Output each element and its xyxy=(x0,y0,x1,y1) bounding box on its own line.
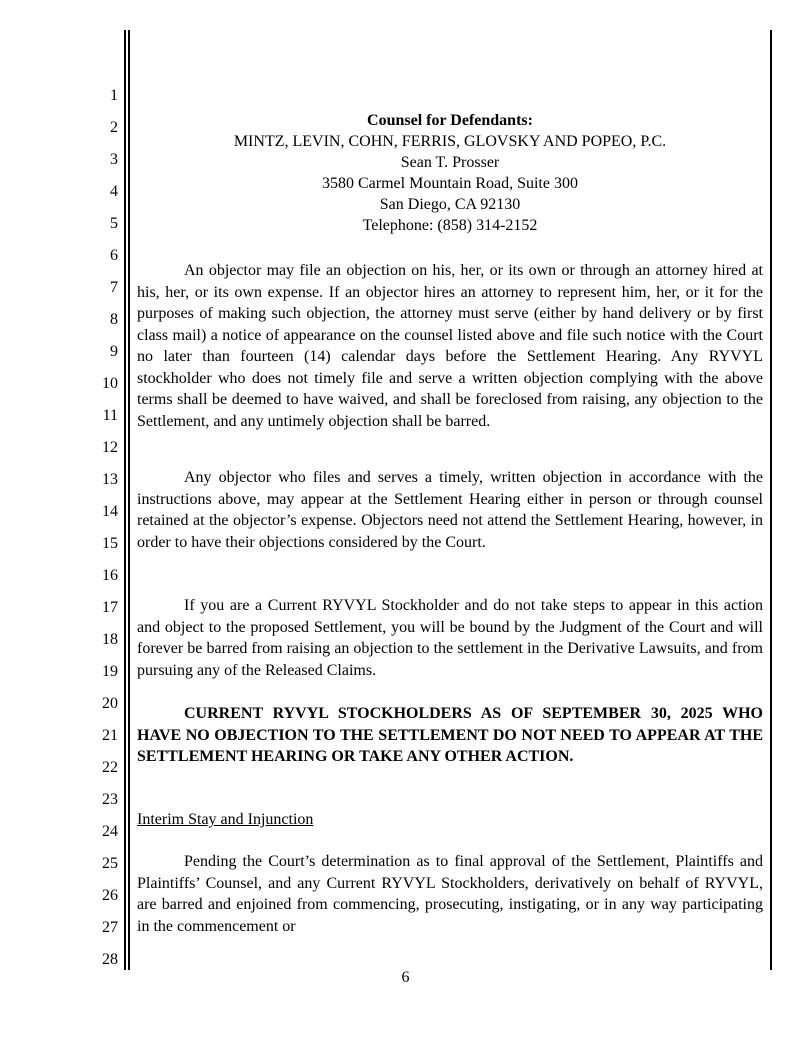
paragraph-objector-filing: An objector may file an objection on his, her, or its own or through an attorney hired at his, her, or its own expense. If an objector hires an attorney to represent him, her, or it for the purposes of making such objection, the attorney must serve (either by hand delivery or by first class mail) a notice of appearance on the counsel listed above and file such notice with the Court no later than fourteen (14) calendar days before the Settlement Hearing. Any RYVYL stockholder who does not timely file and serve a written objection complying with the above terms shall be deemed to have waived, and shall be foreclosed from raising, any objection to the Settlement, and any untimely objection shall be barred. xyxy=(137,262,763,430)
paragraph-bound-by-judgment: If you are a Current RYVYL Stockholder and do not take steps to appear in this action and object to the proposed Settlement, you will be bound by the Judgment of the Court and will forever be barred from raising an objection to the settlement in the Derivative Lawsuits, and from pursuing any of the Released Claims. xyxy=(137,597,763,679)
line-number: 8 xyxy=(110,311,118,328)
line-number: 16 xyxy=(102,567,118,584)
line-number: 27 xyxy=(102,919,118,936)
right-margin-rule xyxy=(770,30,772,970)
line-number: 22 xyxy=(102,759,118,776)
line-number: 7 xyxy=(110,279,118,296)
line-number: 21 xyxy=(102,727,118,744)
line-number: 20 xyxy=(102,695,118,712)
counsel-address-line1: 3580 Carmel Mountain Road, Suite 300 xyxy=(322,175,578,192)
line-number: 1 xyxy=(110,87,118,104)
line-number: 10 xyxy=(102,375,118,392)
line-number: 2 xyxy=(110,119,118,136)
paragraph-objector-appearance: Any objector who files and serves a timely, written objection in accordance with the instructions above, may appear at the Settlement Hearing either in person or through counsel retained at the objector’s expense. Objectors need not attend the Settlement Hearing, however, in order to have their objections considered by the Court. xyxy=(137,469,763,551)
line-number: 25 xyxy=(102,855,118,872)
line-number: 19 xyxy=(102,663,118,680)
line-number: 13 xyxy=(102,471,118,488)
page-number: 6 xyxy=(401,969,410,986)
section-heading-interim-stay: Interim Stay and Injunction xyxy=(137,811,314,828)
counsel-telephone: Telephone: (858) 314-2152 xyxy=(362,217,538,234)
line-number: 18 xyxy=(102,631,118,648)
line-number: 14 xyxy=(102,503,118,520)
paragraph-interim-stay: Pending the Court’s determination as to final approval of the Settlement, Plaintiffs and Plaintiffs’ Counsel, and any Current RYVYL Stockholders, derivatively on behalf of RYVYL, are barred and enjoined from commencing, prosecuting, instigating, or in any way participating in the commencement or xyxy=(137,853,763,935)
line-number: 5 xyxy=(110,215,118,232)
line-number: 24 xyxy=(102,823,118,840)
left-margin-rule-inner xyxy=(128,30,130,970)
counsel-address-line2: San Diego, CA 92130 xyxy=(379,196,521,213)
line-number: 4 xyxy=(110,183,118,200)
line-number: 6 xyxy=(110,247,118,264)
line-number: 17 xyxy=(102,599,118,616)
counsel-firm: MINTZ, LEVIN, COHN, FERRIS, GLOVSKY AND POPEO, P.C. xyxy=(233,133,667,150)
line-number: 26 xyxy=(102,887,118,904)
line-number: 28 xyxy=(102,951,118,968)
paragraph-no-objection-notice: CURRENT RYVYL STOCKHOLDERS AS OF SEPTEMBER 30, 2025 WHO HAVE NO OBJECTION TO THE SETTLEMENT DO NOT NEED TO APPEAR AT THE SETTLEMENT HEARING OR TAKE ANY OTHER ACTION. xyxy=(137,705,763,765)
line-number: 9 xyxy=(110,343,118,360)
line-number: 11 xyxy=(102,407,118,424)
counsel-block xyxy=(137,110,763,236)
line-number: 12 xyxy=(102,439,118,456)
line-number: 15 xyxy=(102,535,118,552)
counsel-heading: Counsel for Defendants: xyxy=(367,112,533,129)
left-margin-rule-outer xyxy=(124,30,126,970)
line-number: 23 xyxy=(102,791,118,808)
line-number: 3 xyxy=(110,151,118,168)
counsel-attorney: Sean T. Prosser xyxy=(400,154,500,171)
